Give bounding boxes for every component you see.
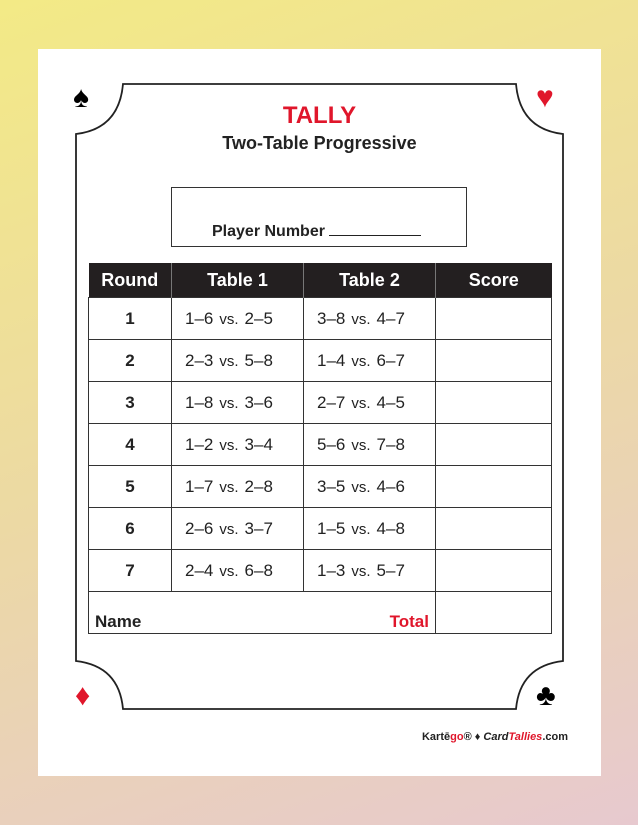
score-cell[interactable] xyxy=(436,382,552,424)
table-1-match: 1–7 vs. 2–8 xyxy=(172,466,304,508)
table-1-match: 2–6 vs. 3–7 xyxy=(172,508,304,550)
table-2-match: 1–4 vs. 6–7 xyxy=(304,340,436,382)
round-number: 7 xyxy=(89,550,172,592)
table-2-match: 3–5 vs. 4–6 xyxy=(304,466,436,508)
score-cell[interactable] xyxy=(436,340,552,382)
score-cell[interactable] xyxy=(436,424,552,466)
table-footer-row xyxy=(89,592,552,634)
table-row xyxy=(89,466,552,508)
tally-table xyxy=(88,263,552,634)
table-2-match: 2–7 vs. 4–5 xyxy=(304,382,436,424)
tally-card xyxy=(38,49,601,776)
header-table-1: Table 1 xyxy=(172,263,304,298)
table-1-match: 1–8 vs. 3–6 xyxy=(172,382,304,424)
round-number: 5 xyxy=(89,466,172,508)
name-label: Name xyxy=(95,612,142,631)
round-number: 1 xyxy=(89,298,172,340)
table-row xyxy=(89,550,552,592)
round-number: 3 xyxy=(89,382,172,424)
header-round: Round xyxy=(89,263,172,298)
score-cell[interactable] xyxy=(436,508,552,550)
table-row xyxy=(89,298,552,340)
name-field[interactable] xyxy=(89,592,436,634)
total-label: Total xyxy=(389,612,429,631)
table-2-match: 5–6 vs. 7–8 xyxy=(304,424,436,466)
table-1-match: 1–6 vs. 2–5 xyxy=(172,298,304,340)
table-2-match: 1–5 vs. 4–8 xyxy=(304,508,436,550)
diamond-icon: ♦ xyxy=(75,679,91,712)
score-cell[interactable] xyxy=(436,466,552,508)
table-row xyxy=(89,508,552,550)
table-header-row xyxy=(89,263,552,298)
player-number-blank[interactable] xyxy=(329,221,421,236)
score-cell[interactable] xyxy=(436,550,552,592)
table-row xyxy=(89,340,552,382)
club-icon: ♣ xyxy=(536,679,556,712)
brand-footer: Kartēgo® ♦ CardTallies.com xyxy=(421,731,568,743)
player-number-label: Player Number xyxy=(212,223,325,240)
table-2-match: 1–3 vs. 5–7 xyxy=(304,550,436,592)
round-number: 4 xyxy=(89,424,172,466)
heart-icon: ♥ xyxy=(536,81,554,114)
round-number: 6 xyxy=(89,508,172,550)
header-table-2: Table 2 xyxy=(304,263,436,298)
header-score: Score xyxy=(436,263,552,298)
player-number-box xyxy=(171,187,467,247)
table-row xyxy=(89,424,552,466)
total-score-cell[interactable] xyxy=(436,592,552,634)
page-title: TALLY xyxy=(282,102,357,129)
table-1-match: 1–2 vs. 3–4 xyxy=(172,424,304,466)
table-2-match: 3–8 vs. 4–7 xyxy=(304,298,436,340)
player-number-field[interactable] xyxy=(212,221,421,241)
table-1-match: 2–4 vs. 6–8 xyxy=(172,550,304,592)
score-cell[interactable] xyxy=(436,298,552,340)
page-subtitle: Two-Table Progressive xyxy=(222,133,417,153)
table-1-match: 2–3 vs. 5–8 xyxy=(172,340,304,382)
spade-icon: ♠ xyxy=(73,81,89,114)
table-row xyxy=(89,382,552,424)
round-number: 2 xyxy=(89,340,172,382)
